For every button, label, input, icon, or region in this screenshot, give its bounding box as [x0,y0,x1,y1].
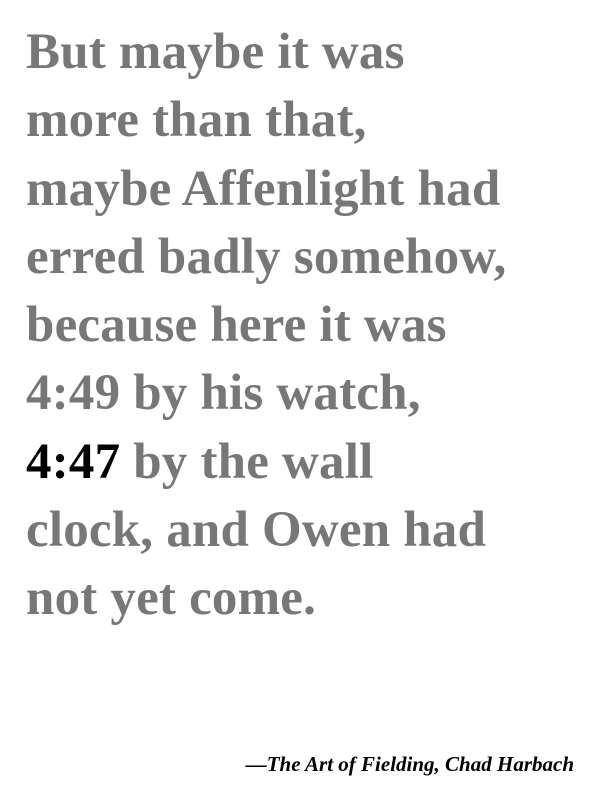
quote-line: maybe Affenlight had [26,160,501,217]
attribution: —The Art of Fielding, Chad Harbach [245,752,574,776]
quote-line: because here it was [26,297,447,354]
highlighted-time: 4:47 [26,433,121,490]
quote-line: 4:49 by his watch, [26,365,421,422]
quote-line: But maybe it was [26,24,405,80]
quote-line: more than that, [26,92,367,149]
quote-line-remainder: by the wall [120,433,374,490]
quote-line: erred badly somehow, [26,228,507,285]
quote-text [26,18,586,633]
quote-line: clock, and Owen had [26,502,487,559]
quote-line: not yet come. [26,570,317,627]
quote-line-highlight [26,428,586,496]
